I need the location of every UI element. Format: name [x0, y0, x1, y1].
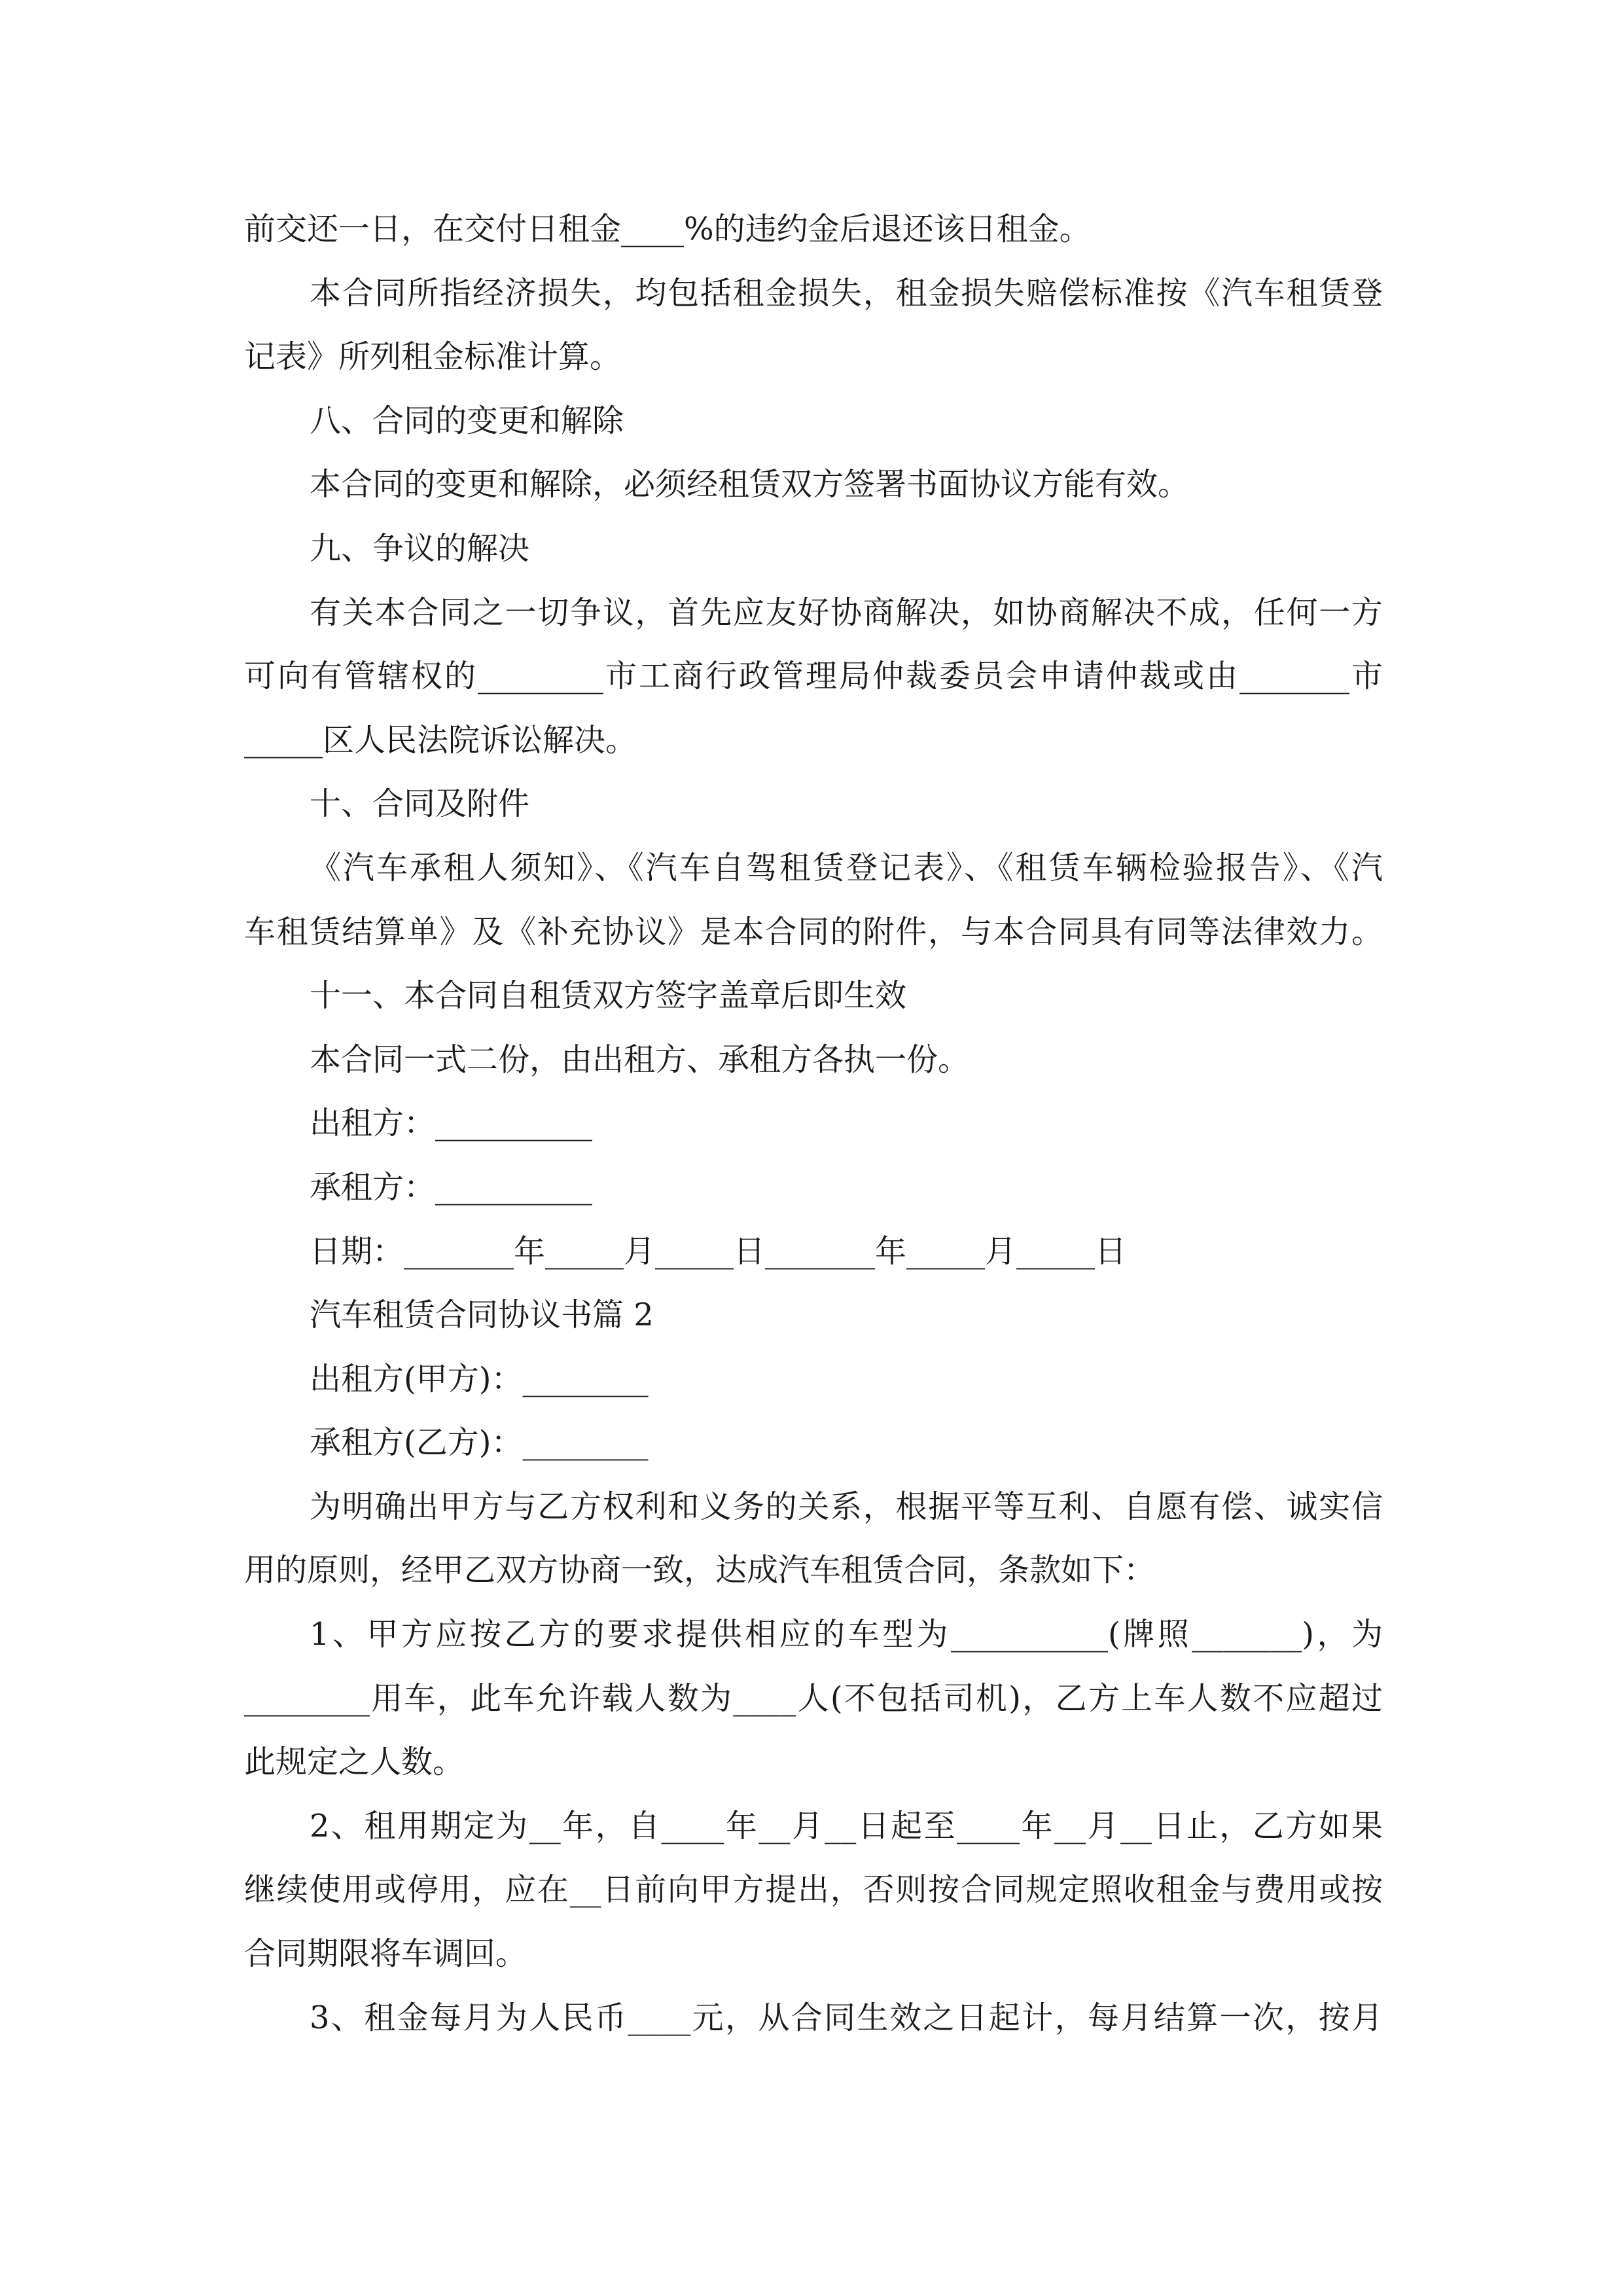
contract-line: 有关本合同之一切争议，首先应友好协商解决，如协商解决不成，任何一方: [310, 594, 1383, 631]
contract-line: 本合同所指经济损失，均包括租金损失，租金损失赔偿标准按《汽车租赁登: [310, 274, 1383, 312]
contract-line: 本合同的变更和解除，必须经租赁双方签署书面协议方能有效。: [310, 466, 1190, 503]
contract-body: [244, 198, 1383, 2050]
contract-line: 出租方(甲方)：________: [310, 1360, 649, 1397]
contract-line: 1、甲方应按乙方的要求提供相应的车型为__________(牌照_______)，为: [310, 1616, 1383, 1653]
contract-line: ________用车，此车允许载人数为____人(不包括司机)，乙方上车人数不应超过: [244, 1679, 1383, 1717]
contract-line: 2、租用期定为__年，自____年__月__日起至____年__月__日止，乙方如果: [310, 1807, 1383, 1844]
contract-line: _____区人民法院诉讼解决。: [244, 721, 637, 759]
contract-line: 九、争议的解决: [310, 529, 530, 567]
contract-line: 承租方：__________: [310, 1168, 593, 1206]
contract-line: 3、租金每月为人民币____元，从合同生效之日起计，每月结算一次，按月: [310, 1999, 1383, 2036]
contract-line: 承租方(乙方)：________: [310, 1424, 649, 1462]
contract-line: 十、合同及附件: [310, 785, 530, 823]
contract-line: 此规定之人数。: [244, 1744, 465, 1781]
contract-line: 继续使用或停用，应在__日前向甲方提出，否则按合同规定照收租金与费用或按: [244, 1871, 1383, 1909]
contract-line: 记表》所列租金标准计算。: [244, 338, 622, 376]
contract-line: 十一、本合同自租赁双方签字盖章后即生效: [310, 977, 907, 1014]
contract-line: 八、合同的变更和解除: [310, 402, 624, 439]
contract-line: 前交还一日，在交付日租金____%的违约金后退还该日租金。: [244, 211, 1091, 247]
contract-line: 可向有管辖权的________市工商行政管理局仲裁委员会申请仲裁或由_______市: [244, 658, 1383, 695]
contract-line: 日期：_______年_____月_____日_______年_____月_____日: [310, 1232, 1127, 1270]
contract-line: 为明确出甲方与乙方权利和义务的关系，根据平等互利、自愿有偿、诚实信: [310, 1488, 1383, 1525]
contract-line: 合同期限将车调回。: [244, 1935, 527, 1973]
contract-line: 《汽车承租人须知》、《汽车自驾租赁登记表》、《租赁车辆检验报告》、《汽: [310, 849, 1383, 886]
contract-line: 车租赁结算单》及《补充协议》是本合同的附件，与本合同具有同等法律效力。: [244, 913, 1383, 950]
contract-line: 出租方：__________: [310, 1105, 593, 1142]
contract-line: 汽车租赁合同协议书篇 2: [310, 1297, 654, 1334]
contract-line: 本合同一式二份，由出租方、承租方各执一份。: [310, 1041, 970, 1078]
contract-line: 用的原则，经甲乙双方协商一致，达成汽车租赁合同，条款如下：: [244, 1552, 1156, 1589]
